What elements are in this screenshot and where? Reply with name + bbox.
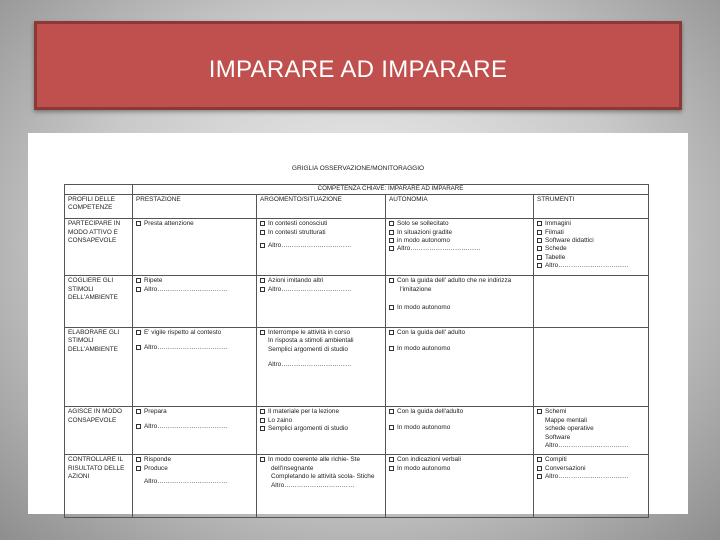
checkbox[interactable] <box>136 466 141 471</box>
row-profile: AGISCE IN MODO CONSAPEVOLE <box>65 407 133 455</box>
list-item: Altro…………………………… <box>136 286 253 294</box>
list-item: Altro…………………………… <box>260 286 382 294</box>
list-item: Semplici argomenti di studio <box>268 345 348 353</box>
prestazione-cell <box>133 407 257 455</box>
autonomia-cell <box>386 219 534 276</box>
list-item: Con la guida dell' adulto <box>389 329 530 337</box>
checkbox[interactable] <box>537 246 542 251</box>
row-profile: PARTECIPARE IN MODO ATTIVO E CONSAPEVOLE <box>65 219 133 276</box>
checkbox[interactable] <box>260 426 265 431</box>
list-item: In contesti conosciuti <box>260 220 382 228</box>
list-item: Il materiale per la lezione <box>260 408 382 416</box>
header-argomento: ARGOMENTO/SITUAZIONE <box>257 194 386 218</box>
list-item: schede operative <box>545 425 594 433</box>
row-profile: CONTROLLARE IL RISULTATO DELLE AZIONI <box>65 455 133 518</box>
checkbox[interactable] <box>537 221 542 226</box>
header-profili: PROFILI DELLE COMPETENZE <box>65 194 133 218</box>
list-item: Lo zaino <box>260 417 382 425</box>
observation-grid <box>64 184 649 518</box>
checkbox[interactable] <box>260 457 265 462</box>
prestazione-cell <box>133 327 257 406</box>
autonomia-cell <box>386 407 534 455</box>
argomento-cell <box>257 327 386 406</box>
prestazione-cell <box>133 276 257 328</box>
list-item: Compiti <box>537 456 645 464</box>
list-item: Altro…………………………… <box>389 245 530 253</box>
list-item: In modo autonomo <box>389 465 530 473</box>
list-item: In risposta a stimoli ambientali <box>268 337 354 345</box>
list-item: Altro…………………………… <box>271 481 355 489</box>
header-prestazione: PRESTAZIONE <box>133 194 257 218</box>
checkbox[interactable] <box>389 278 394 283</box>
list-item: Schede <box>537 245 645 253</box>
list-item: Software <box>545 433 571 441</box>
checkbox[interactable] <box>389 238 394 243</box>
checkbox[interactable] <box>260 221 265 226</box>
list-item: Altro…………………………… <box>268 361 352 369</box>
list-item: Interrompe le attività in corso <box>260 329 382 337</box>
checkbox[interactable] <box>136 278 141 283</box>
checkbox[interactable] <box>389 246 394 251</box>
prestazione-cell <box>133 219 257 276</box>
checkbox[interactable] <box>389 330 394 335</box>
list-item: Immagini <box>537 220 645 228</box>
header-autonomia: AUTONOMIA <box>386 194 534 218</box>
checkbox[interactable] <box>136 330 141 335</box>
argomento-cell <box>257 219 386 276</box>
strumenti-cell <box>534 455 649 518</box>
checkbox[interactable] <box>389 346 394 351</box>
list-item: Software didattici <box>537 237 645 245</box>
checkbox[interactable] <box>537 409 542 414</box>
checkbox[interactable] <box>389 230 394 235</box>
list-item: Con la guida dell' adulto che ne indirizza l'imitazione <box>389 277 530 294</box>
strumenti-cell <box>534 219 649 276</box>
list-item: Altro…………………………… <box>537 473 645 481</box>
list-item: Altro…………………………… <box>260 242 382 250</box>
checkbox[interactable] <box>537 474 542 479</box>
list-item: Prepara <box>136 408 253 416</box>
list-item: Con indicazioni verbali <box>389 456 530 464</box>
checkbox[interactable] <box>260 418 265 423</box>
strumenti-cell <box>534 327 649 406</box>
checkbox[interactable] <box>537 263 542 268</box>
list-item: In modo coerente alle richie- Ste dell'insegnante <box>260 456 382 473</box>
table-row <box>65 219 649 276</box>
slide-title: IMPARARE AD IMPARARE <box>208 56 508 83</box>
list-item: Altro…………………………… <box>136 344 253 352</box>
strumenti-cell <box>534 276 649 328</box>
list-item: Azioni imitando altri <box>260 277 382 285</box>
argomento-cell <box>257 407 386 455</box>
list-item: In modo autonomo <box>389 424 530 432</box>
list-item: Conversazioni <box>537 465 645 473</box>
table-row <box>65 455 649 518</box>
checkbox[interactable] <box>136 221 141 226</box>
checkbox[interactable] <box>260 243 265 248</box>
checkbox[interactable] <box>260 287 265 292</box>
grid-header-row <box>65 194 649 218</box>
list-item: In contesti strutturati <box>260 229 382 237</box>
list-item: in modo autonomo <box>389 237 530 245</box>
row-profile: COGLIERE GLI STIMOLI DELL'AMBIENTE <box>65 276 133 328</box>
checkbox[interactable] <box>136 287 141 292</box>
checkbox[interactable] <box>389 409 394 414</box>
checkbox[interactable] <box>389 466 394 471</box>
list-item: In situazioni gradite <box>389 229 530 237</box>
list-item: Schemi <box>537 408 645 416</box>
table-row <box>65 327 649 406</box>
list-item: E' vigile rispetto al contesto <box>136 329 253 337</box>
list-item: In modo autonomo <box>389 304 530 312</box>
list-item: Mappe mentali <box>545 416 587 424</box>
checkbox[interactable] <box>136 424 141 429</box>
checkbox[interactable] <box>136 345 141 350</box>
argomento-cell <box>257 276 386 328</box>
list-item: Altro…………………………… <box>144 478 228 486</box>
list-item: Completando le attività scola- Stiche <box>271 473 375 481</box>
strumenti-cell <box>534 407 649 455</box>
document-title: GRIGLIA OSSERVAZIONE/MONITORAGGIO <box>291 165 425 172</box>
table-row <box>65 276 649 328</box>
list-item: Con la guida dell'adulto <box>389 408 530 416</box>
competenza-chiave: COMPETENZA CHIAVE: IMPARARE AD IMPARARE <box>133 185 649 195</box>
checkbox[interactable] <box>260 330 265 335</box>
table-row <box>65 407 649 455</box>
title-banner <box>34 21 682 110</box>
checkbox[interactable] <box>260 409 265 414</box>
checkbox[interactable] <box>537 238 542 243</box>
checkbox[interactable] <box>537 255 542 260</box>
list-item: Filmati <box>537 229 645 237</box>
checkbox[interactable] <box>389 305 394 310</box>
checkbox[interactable] <box>389 425 394 430</box>
list-item: In modo autonomo <box>389 345 530 353</box>
list-item: Altro…………………………… <box>545 442 629 450</box>
list-item: Presta attenzione <box>136 220 253 228</box>
argomento-cell <box>257 455 386 518</box>
checkbox[interactable] <box>537 457 542 462</box>
checkbox[interactable] <box>537 466 542 471</box>
grid-empty-corner <box>65 185 133 195</box>
autonomia-cell <box>386 455 534 518</box>
checkbox[interactable] <box>136 409 141 414</box>
list-item: Produce <box>136 465 253 473</box>
scanned-document <box>28 133 688 514</box>
autonomia-cell <box>386 327 534 406</box>
list-item: Risponde <box>136 456 253 464</box>
list-item: Ripete <box>136 277 253 285</box>
checkbox[interactable] <box>260 278 265 283</box>
autonomia-cell <box>386 276 534 328</box>
list-item: Solo se sollecitato <box>389 220 530 228</box>
checkbox[interactable] <box>537 230 542 235</box>
row-profile: ELABORARE GLI STIMOLI DELL'AMBIENTE <box>65 327 133 406</box>
list-item: Tabelle <box>537 254 645 262</box>
list-item: Altro…………………………… <box>136 423 253 431</box>
checkbox[interactable] <box>389 221 394 226</box>
list-item: Altro…………………………… <box>537 262 645 270</box>
prestazione-cell <box>133 455 257 518</box>
checkbox[interactable] <box>389 457 394 462</box>
list-item: Semplici argomenti di studio <box>260 425 382 433</box>
checkbox[interactable] <box>136 457 141 462</box>
header-strumenti: STRUMENTI <box>534 194 649 218</box>
checkbox[interactable] <box>260 230 265 235</box>
